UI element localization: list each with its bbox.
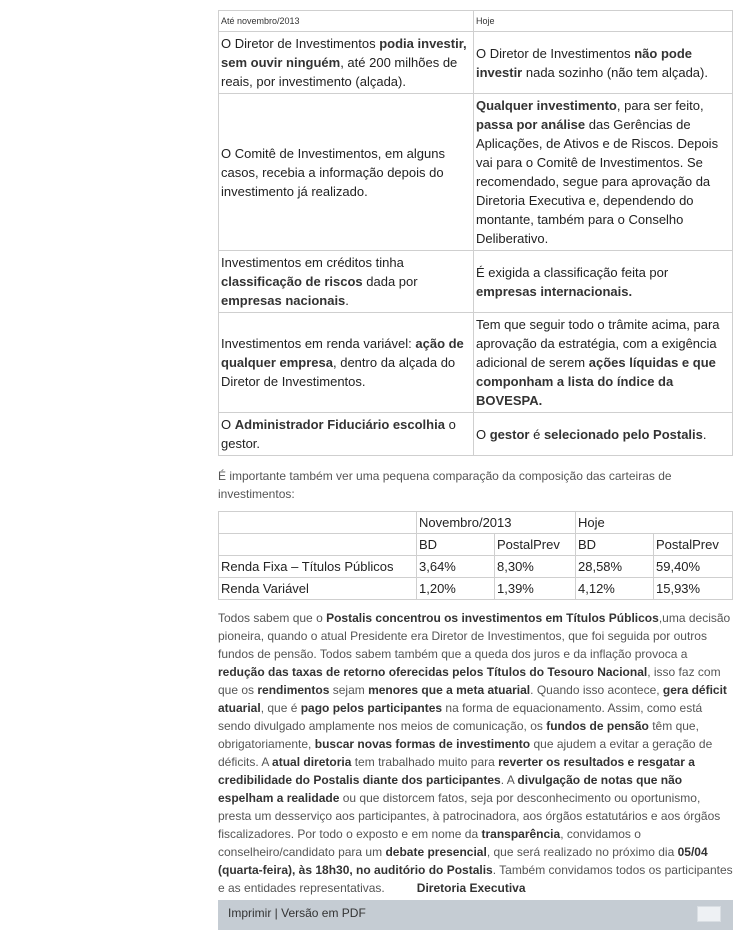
- before-cell: [219, 251, 474, 313]
- text-run: , que será realizado no próximo dia: [486, 845, 678, 859]
- text-run: É exigida a classificação feita por: [476, 264, 669, 280]
- text-run: , que é: [260, 701, 301, 715]
- now-cell: [474, 313, 733, 413]
- value-cell: 8,30%: [495, 556, 576, 578]
- now-cell: [474, 413, 733, 456]
- text-run: Investimentos em renda variável:: [221, 336, 416, 351]
- portfolio-table: [218, 511, 733, 600]
- now-cell: [474, 251, 733, 313]
- text-run: O Comitê de Investimentos, em alguns casos, recebia a informação depois do investimento já realizado.: [221, 145, 445, 199]
- text-run: que ajudem a evitar a geração de déficits. A: [218, 737, 713, 769]
- value-cell: 59,40%: [654, 556, 733, 578]
- text-run: Qualquer investimento: [476, 98, 617, 113]
- body-paragraph: [218, 609, 733, 897]
- comparison-row: [219, 313, 733, 413]
- footer-bar: [218, 900, 733, 930]
- text-run: pago pelos participantes: [300, 701, 443, 715]
- text-run: tem trabalhado muito para: [351, 755, 499, 769]
- envelope-icon[interactable]: [697, 906, 721, 922]
- before-cell: [219, 94, 474, 251]
- signature: Diretoria Executiva: [416, 881, 526, 895]
- print-pdf-link[interactable]: Imprimir | Versão em PDF: [228, 906, 366, 920]
- text-run: , convidamos o conselheiro/candidato para um: [218, 827, 641, 859]
- period-now: Hoje: [576, 512, 733, 534]
- text-run: . Também convidamos todos os participantes e as entidades representativas.: [218, 863, 733, 895]
- intro-text: É importante também ver uma pequena comparação da composição das carteiras de investimentos:: [218, 469, 672, 501]
- text-run: .: [702, 426, 707, 442]
- now-cell: [474, 32, 733, 94]
- text-run: . A: [500, 773, 518, 787]
- portfolio-corner: [219, 534, 417, 556]
- paragraph-text: [218, 611, 733, 895]
- text-run: Todos sabem que o: [218, 611, 327, 625]
- text-run: gera déficit atuarial: [218, 683, 727, 715]
- text-run: atual diretoria: [272, 755, 352, 769]
- text-run: buscar novas formas de investimento: [314, 737, 531, 751]
- text-run: O Diretor de Investimentos: [476, 45, 635, 61]
- value-cell: 28,58%: [576, 556, 654, 578]
- value-cell: 1,39%: [495, 578, 576, 600]
- value-cell: 4,12%: [576, 578, 654, 600]
- text-run: Investimentos em créditos tinha: [221, 255, 404, 270]
- before-cell: [219, 313, 474, 413]
- subheader-postalprev-before: PostalPrev: [495, 534, 576, 556]
- value-cell: 3,64%: [417, 556, 495, 578]
- text-run: divulgação de notas que não espelham a realidade: [218, 773, 683, 805]
- text-run: transparência: [481, 827, 561, 841]
- text-run: , isso faz com que os: [218, 665, 721, 697]
- text-run: .: [345, 293, 349, 308]
- comparison-row: [219, 32, 733, 94]
- text-run: Postalis concentrou os investimentos em Títulos Públicos: [326, 611, 659, 625]
- text-run: , até 200 milhões de reais, por investimento (alçada).: [221, 55, 458, 89]
- text-run: sejam: [329, 683, 369, 697]
- comparison-row: [219, 251, 733, 313]
- text-run: ,uma decisão pioneira, quando o atual Presidente era Diretor de Investimentos, que foi seguida por outros fundos de pensão. Todos sabem também que a queda dos juros e da inflação provoca a: [218, 611, 731, 661]
- portfolio-period-row: [219, 512, 733, 534]
- text-run: rendimentos: [257, 683, 330, 697]
- before-cell: [219, 32, 474, 94]
- value-cell: 1,20%: [417, 578, 495, 600]
- text-run: empresas nacionais: [221, 293, 346, 308]
- portfolio-corner: [219, 512, 417, 534]
- row-label: Renda Fixa – Títulos Públicos: [219, 556, 417, 578]
- text-run: debate presencial: [385, 845, 487, 859]
- text-run: , dentro da alçada do Diretor de Investimentos.: [221, 355, 456, 389]
- header-now: Hoje: [474, 11, 733, 32]
- text-run: é: [529, 426, 544, 442]
- text-run: classificação de riscos: [221, 274, 363, 289]
- text-run: passa por análise: [476, 117, 586, 132]
- text-run: O: [221, 417, 235, 432]
- text-run: . Quando isso acontece,: [530, 683, 663, 697]
- text-run: empresas internacionais.: [476, 283, 633, 299]
- text-run: menores que a meta atuarial: [368, 683, 531, 697]
- text-run: redução das taxas de retorno oferecidas pelos Títulos do Tesouro Nacional: [218, 665, 648, 679]
- text-run: fundos de pensão: [546, 719, 649, 733]
- portfolio-row-fixed-income: [219, 556, 733, 578]
- subheader-bd-now: BD: [576, 534, 654, 556]
- comparison-row: [219, 413, 733, 456]
- text-run: nada sozinho (não tem alçada).: [522, 64, 708, 80]
- text-run: não pode investir: [476, 45, 693, 80]
- text-run: na forma de equacionamento. Assim, como está sendo divulgado amplamente nos meios de comunicação, os: [218, 701, 703, 733]
- article-content: [218, 10, 733, 897]
- text-run: têm que, obrigatoriamente,: [218, 719, 699, 751]
- text-run: selecionado pelo Postalis: [543, 426, 703, 442]
- text-run: O Diretor de Investimentos: [221, 36, 380, 51]
- text-run: gestor: [489, 426, 530, 442]
- comparison-header-row: [219, 11, 733, 32]
- value-cell: 15,93%: [654, 578, 733, 600]
- text-run: ações líquidas e que componham a lista do índice da BOVESPA.: [476, 355, 716, 408]
- text-run: O: [476, 426, 490, 442]
- text-run: ou que distorcem fatos, seja por desconhecimento ou oportunismo, presta um desserviço aos participantes, à patrocinadora, aos órgãos estatutários e aos órgãos fiscalizadores. Por todo o exposto e em nome da: [218, 791, 721, 841]
- text-run: podia investir, sem ouvir ninguém: [221, 36, 467, 70]
- now-cell: [474, 94, 733, 251]
- text-run: das Gerências de Aplicações, de Ativos e de Riscos. Depois vai para o Comitê de Investimentos. Se recomendado, segue para aprovação da Diretoria Executiva e, dependendo do montante, também para o Conselho Deliberativo.: [476, 117, 719, 246]
- text-run: 05/04 (quarta-feira), às 18h30, no auditório do Postalis: [218, 845, 708, 877]
- subheader-postalprev-now: PostalPrev: [654, 534, 733, 556]
- text-run: o gestor.: [221, 417, 456, 451]
- text-run: Administrador Fiduciário escolhia: [234, 417, 445, 432]
- text-run: dada por: [362, 274, 418, 289]
- text-run: Tem que seguir todo o trâmite acima, para aprovação da estratégia, com a exigência adicional de serem: [476, 317, 720, 370]
- text-run: reverter os resultados e resgatar a credibilidade do Postalis diante dos participantes: [218, 755, 695, 787]
- comparison-row: [219, 94, 733, 251]
- text-run: ação de qualquer empresa: [221, 336, 464, 370]
- header-before: Até novembro/2013: [219, 11, 474, 32]
- portfolio-subheader-row: [219, 534, 733, 556]
- subheader-bd-before: BD: [417, 534, 495, 556]
- before-cell: [219, 413, 474, 456]
- row-label: Renda Variável: [219, 578, 417, 600]
- comparison-table: [218, 10, 733, 456]
- portfolio-row-variable-income: [219, 578, 733, 600]
- period-before: Novembro/2013: [417, 512, 576, 534]
- text-run: , para ser feito,: [616, 98, 704, 113]
